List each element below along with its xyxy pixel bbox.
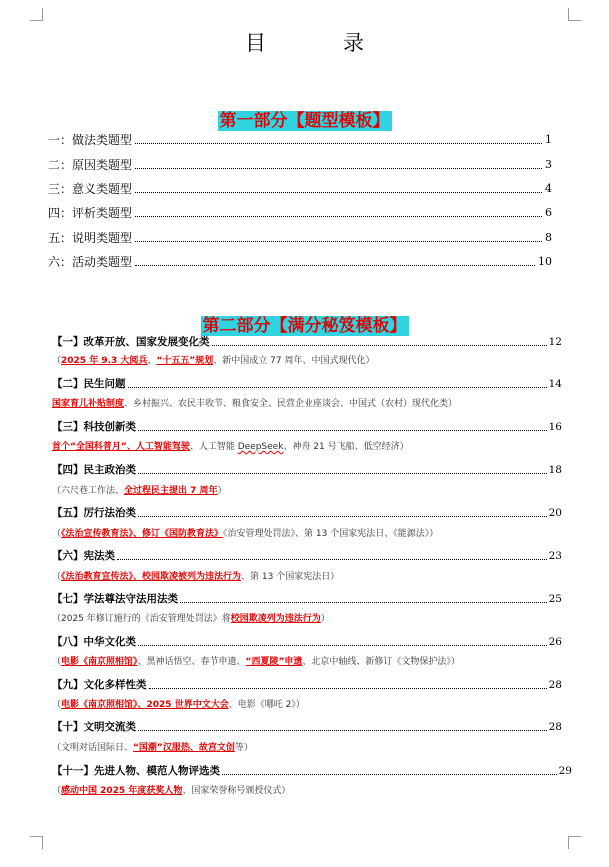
topic-highlight: 电影《南京照相馆》、2025 世界中文大会 xyxy=(61,700,229,710)
leader-dots xyxy=(128,386,547,388)
topic-text: （ xyxy=(52,657,62,667)
section-label: 【一】改革开放、国家发展变化类 xyxy=(52,336,210,348)
toc-entry-page: 6 xyxy=(545,206,552,219)
topic-text: 、人工智能 xyxy=(189,442,238,452)
topic-text: 、电影《哪吒 2》） xyxy=(228,700,305,710)
leader-dots xyxy=(138,729,547,731)
section-entry[interactable] xyxy=(52,547,562,563)
topic-text: 、黑神话悟空、春节申遗、 xyxy=(137,657,246,667)
section-page: 20 xyxy=(548,507,562,519)
topic-highlight: 《法治教育宣传法》、校园欺凌被列为违法行为 xyxy=(61,572,242,582)
topic-line xyxy=(52,612,572,626)
corner-mark-bottom-left xyxy=(30,836,43,849)
topic-text: （ xyxy=(52,786,62,796)
section-entry[interactable] xyxy=(52,718,562,734)
toc-entry[interactable] xyxy=(48,153,552,173)
section-entry[interactable] xyxy=(52,676,562,692)
toc-entry-page: 1 xyxy=(545,133,552,146)
topic-highlight: 电影《南京照相馆》 xyxy=(61,657,138,667)
topic-text: 、新中国成立 77 周年、中国式现代化） xyxy=(213,356,375,366)
toc-entry-label: 二：原因类题型 xyxy=(48,158,133,172)
section-entry[interactable] xyxy=(52,461,562,477)
section-label: 【七】学法尊法守法用法类 xyxy=(52,593,178,605)
leader-dots xyxy=(135,142,542,144)
toc-entry-page: 3 xyxy=(545,158,552,171)
corner-mark-top-right xyxy=(568,8,581,21)
section-label: 【六】宪法类 xyxy=(52,550,115,562)
section-entry[interactable] xyxy=(52,333,562,349)
toc-entry-page: 4 xyxy=(545,182,552,195)
leader-dots xyxy=(180,601,547,603)
corner-mark-bottom-right xyxy=(568,836,581,849)
leader-dots xyxy=(222,773,557,775)
topic-text: （文明对话国际日、 xyxy=(52,743,134,753)
section-label: 【二】民生问题 xyxy=(52,378,126,390)
topic-highlight: 2025 年 9.3 大阅兵 xyxy=(61,356,148,366)
topic-line xyxy=(52,741,572,755)
page-title: 目 录 xyxy=(245,31,392,55)
toc-entry[interactable] xyxy=(48,177,552,197)
topic-text: 、第 13 个国家宪法日） xyxy=(241,572,340,582)
leader-dots xyxy=(135,191,542,193)
topic-highlight: 校园欺凌列为违法行为 xyxy=(230,614,321,624)
topic-line xyxy=(52,655,572,669)
section-label: 【四】民主政治类 xyxy=(52,464,136,476)
topic-highlight: 《法治宣传教育法》、修订《国防教育法》 xyxy=(61,529,224,539)
topic-highlight: 感动中国 2025 年度获奖人物 xyxy=(61,786,183,796)
topic-line xyxy=(52,484,572,498)
toc-entry-label: 五：说明类题型 xyxy=(48,231,133,245)
topic-highlight: 全过程民主提出 7 周年 xyxy=(124,486,218,496)
leader-dots xyxy=(117,558,547,560)
section-label: 【三】科技创新类 xyxy=(52,421,136,433)
section-entry[interactable] xyxy=(52,633,562,649)
topic-text: ） xyxy=(217,486,227,496)
section-page: 16 xyxy=(548,421,562,433)
part1-heading-text: 第一部分【题型模板】 xyxy=(219,111,390,131)
section-entry[interactable] xyxy=(52,590,562,606)
leader-dots xyxy=(138,644,547,646)
toc-entry[interactable] xyxy=(48,250,552,270)
section-page: 12 xyxy=(548,336,562,348)
section-entry[interactable] xyxy=(52,418,562,434)
topic-text: 、神舟 21 号飞船、低空经济） xyxy=(283,442,409,452)
leader-dots xyxy=(135,215,542,217)
toc-entry[interactable] xyxy=(48,201,552,221)
topic-line xyxy=(52,440,572,454)
section-label: 【五】厉行法治类 xyxy=(52,507,136,519)
section-label: 【十】文明交流类 xyxy=(52,721,136,733)
leader-dots xyxy=(138,472,547,474)
topic-text: （ xyxy=(52,529,62,539)
topic-highlight: “十五五”规划 xyxy=(156,356,214,366)
toc-entry-label: 三：意义类题型 xyxy=(48,182,133,196)
toc-entry-label: 四：评析类题型 xyxy=(48,206,133,220)
section-entry[interactable] xyxy=(52,762,572,778)
topic-highlight: “国潮”汉服热、故宫文创 xyxy=(133,743,235,753)
topic-text: 、乡村振兴、农民丰收节、粮食安全、民营企业座谈会、中国式（农村）现代化类） xyxy=(124,399,458,409)
topic-highlight: “西夏陵”申遗 xyxy=(245,657,303,667)
topic-text: （2025 年修订施行的《治安管理处罚法》将 xyxy=(52,614,231,624)
topic-text: 、国家荣誉称号颁授仪式） xyxy=(182,786,291,796)
section-page: 28 xyxy=(548,679,562,691)
section-entry[interactable] xyxy=(52,504,562,520)
toc-entry-page: 8 xyxy=(545,231,552,244)
leader-dots xyxy=(135,264,535,266)
part2-heading-text: 第二部分【满分秘笈模板】 xyxy=(202,316,407,336)
topic-text: 等） xyxy=(234,743,253,753)
topic-text: ） xyxy=(320,614,330,624)
topic-line xyxy=(52,698,572,712)
leader-dots xyxy=(135,167,542,169)
leader-dots xyxy=(149,687,547,689)
topic-highlight: 国家育儿补贴制度 xyxy=(52,399,125,409)
toc-entry[interactable] xyxy=(48,128,552,148)
section-page: 18 xyxy=(548,464,562,476)
section-page: 26 xyxy=(548,636,562,648)
topic-text: DeepSeek xyxy=(237,442,284,452)
topic-line xyxy=(52,397,572,411)
section-page: 25 xyxy=(548,593,562,605)
section-label: 【十一】先进人物、模范人物评选类 xyxy=(52,765,220,777)
leader-dots xyxy=(138,429,547,431)
leader-dots xyxy=(135,240,542,242)
topic-line xyxy=(52,354,572,368)
topic-text: （六尺巷工作法、 xyxy=(52,486,125,496)
leader-dots xyxy=(138,515,547,517)
topic-text: （ xyxy=(52,572,62,582)
topic-line xyxy=(52,570,572,584)
section-label: 【九】文化多样性类 xyxy=(52,679,147,691)
topic-highlight: 首个“全国科普月”、人工智能驾驶 xyxy=(52,442,190,452)
toc-entry-label: 一：做法类题型 xyxy=(48,133,133,147)
toc-entry-label: 六：活动类题型 xyxy=(48,255,133,269)
topic-text: 《治安管理处罚法》、第 13 个国家宪法日、《能源法》） xyxy=(223,529,439,539)
topic-line xyxy=(52,784,572,798)
toc-entry-page: 10 xyxy=(538,255,552,268)
topic-text: 、 xyxy=(147,356,157,366)
corner-mark-top-left xyxy=(30,8,43,21)
leader-dots xyxy=(212,344,547,346)
section-page: 23 xyxy=(548,550,562,562)
topic-text: （ xyxy=(52,356,62,366)
topic-text: 、北京中轴线、新修订《文物保护法》） xyxy=(302,657,460,667)
section-page: 14 xyxy=(548,378,562,390)
section-label: 【八】中华文化类 xyxy=(52,636,136,648)
section-entry[interactable] xyxy=(52,375,562,391)
section-page: 28 xyxy=(548,721,562,733)
toc-entry[interactable] xyxy=(48,226,552,246)
topic-line xyxy=(52,527,572,541)
topic-text: （ xyxy=(52,700,62,710)
section-page: 29 xyxy=(558,765,572,777)
